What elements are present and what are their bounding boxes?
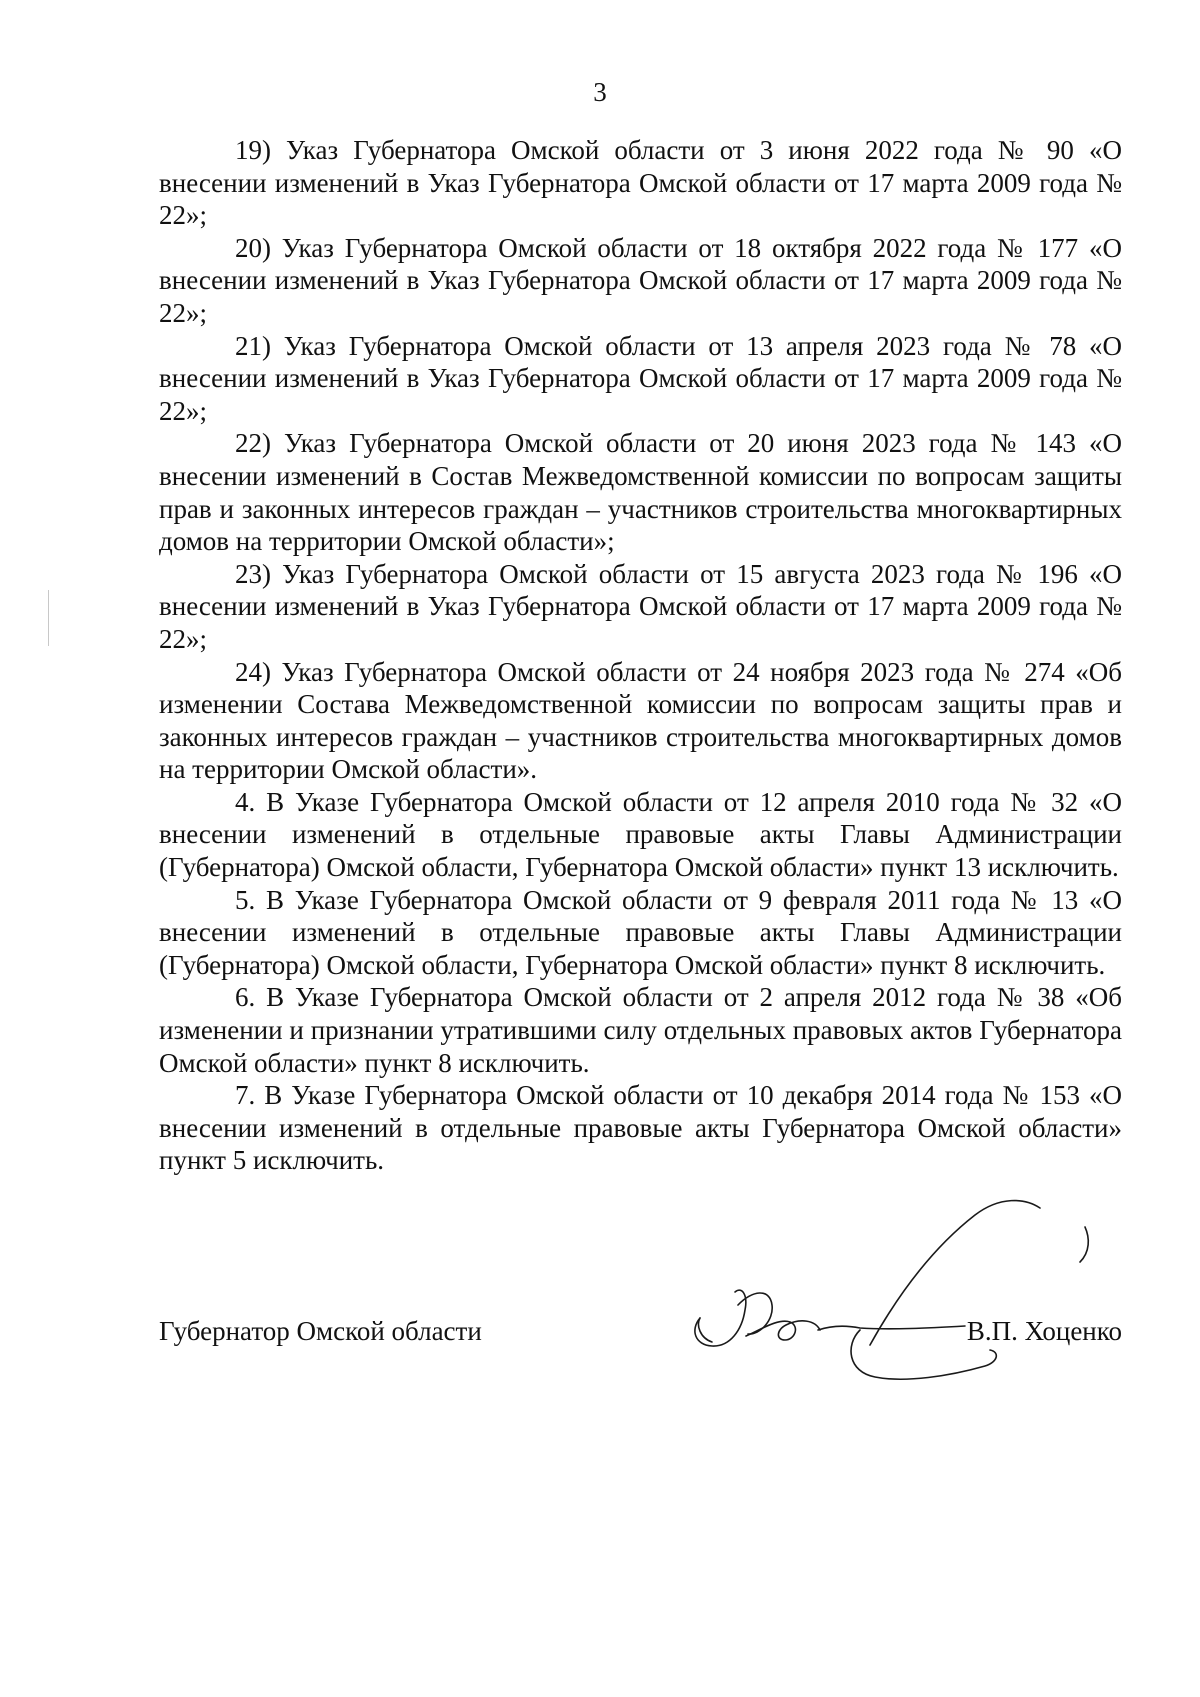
list-item-21: 21) Указ Губернатора Омской области от 13 апреля 2023 года № 78 «О внесении изменений в Указ Губернатора Омской области от 17 марта 2009 года № 22»; (159, 330, 1122, 426)
list-item-20: 20) Указ Губернатора Омской области от 18 октября 2022 года № 177 «О внесении изменений в Указ Губернатора Омской области от 17 марта 2009 года № 22»; (159, 232, 1122, 328)
signature-block (159, 1301, 1122, 1361)
list-item-22: 22) Указ Губернатора Омской области от 20 июня 2023 года № 143 «О внесении изменений в Состав Межведомственной комиссии по вопросам защиты прав и законных интересов граждан – участников строительства многоквартирных домов на территории Омской области»; (159, 428, 1122, 557)
list-item-19: 19) Указ Губернатора Омской области от 3 июня 2022 года № 90 «О внесении изменений в Указ Губернатора Омской области от 17 марта 2009 года № 22»; (159, 135, 1122, 231)
clause-5: 5. В Указе Губернатора Омской области от 9 февраля 2011 года № 13 «О внесении изменений в отдельные правовые акты Главы Администрации (Губернатора) Омской области, Губернатора Омской области» пункт 8 исключить. (159, 884, 1122, 980)
clause-6: 6. В Указе Губернатора Омской области от 2 апреля 2012 года № 38 «Об изменении и признании утратившими силу отдельных правовых актов Губернатора Омской области» пункт 8 исключить. (159, 982, 1122, 1078)
list-item-23: 23) Указ Губернатора Омской области от 15 августа 2023 года № 196 «О внесении изменений в Указ Губернатора Омской области от 17 марта 2009 года № 22»; (159, 558, 1122, 654)
signatory-title: Губернатор Омской области (159, 1316, 482, 1346)
signatory-name: В.П. Хоценко (966, 1316, 1122, 1346)
scan-margin-mark (48, 590, 49, 646)
list-item-24: 24) Указ Губернатора Омской области от 24 ноября 2023 года № 274 «Об изменении Состава Межведомственной комиссии по вопросам защиты прав и законных интересов граждан – участников строительства многоквартирных домов на территории Омской области». (159, 656, 1122, 785)
page-number: 3 (593, 77, 607, 107)
clause-7: 7. В Указе Губернатора Омской области от 10 декабря 2014 года № 153 «О внесении изменений в отдельные правовые акты Губернатора Омской области» пункт 5 исключить. (159, 1080, 1122, 1176)
clause-4: 4. В Указе Губернатора Омской области от 12 апреля 2010 года № 32 «О внесении изменений в отдельные правовые акты Главы Администрации (Губернатора) Омской области, Губернатора Омской области» пункт 13 исключить. (159, 786, 1122, 883)
document-body (159, 134, 1122, 1177)
